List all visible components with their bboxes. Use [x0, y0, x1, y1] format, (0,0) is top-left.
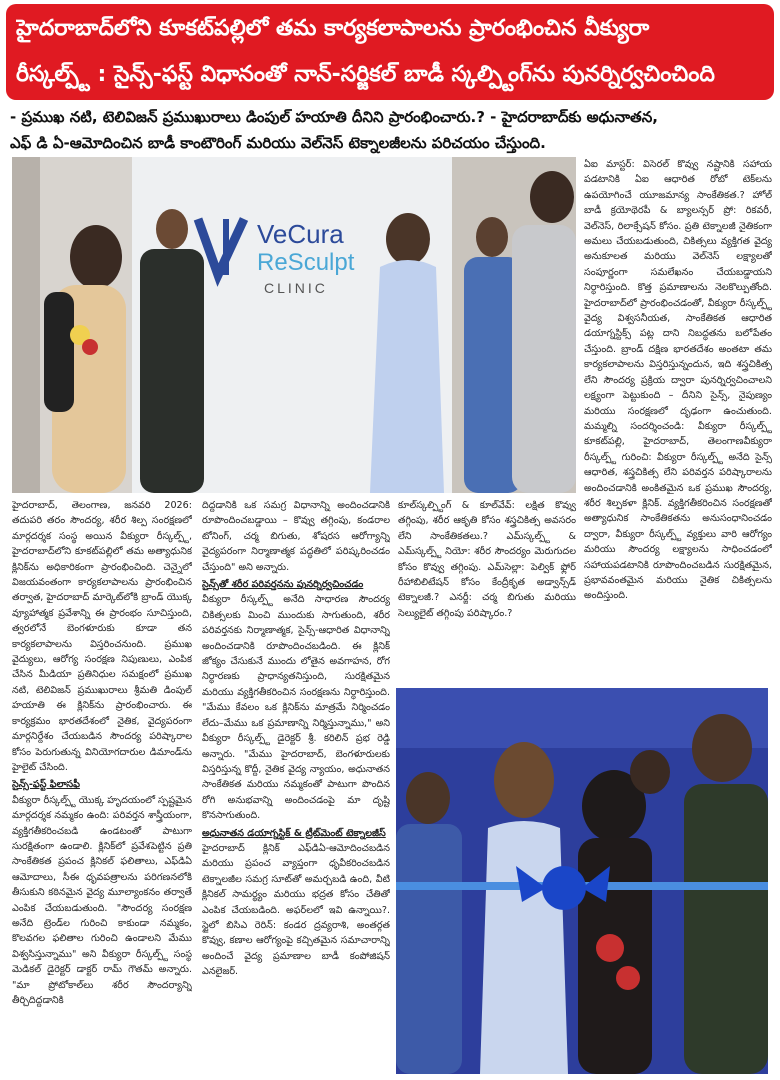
column-1-paragraph-2: వీక్యురా రీస్కల్ప్ట్ యొక్క హృదయంలో స్పష్టమైన మార్గదర్శక నమ్మకం ఉంది: పరివర్తన శాస్త్రీయంగా, వ్యక్తిగతీకరించబడి ఉండటంతో పాటుగా సురక్షితంగా ఉండాలి. క్లినిక్‌లో ప్రవేశపెట్టిన ప్రతి సాంకేతికత ప్రపంచ క్లినికల్ ఫలితాలు, ఎఫ్‌డిఏ ఆమోదాలు, సీఈ ధృవపత్రాలను పరిగణనలోకి తీసుకుని కఠినమైన వైద్య మూల్యాంకనం తర్వాతే ఎంపిక చేయబడుతుంది. "సౌందర్య సంరక్షణ అనేది ట్రెండ్‌ల గురించి కాకుండా నమ్మకం, కొలవగల ఫలితాల గురించి ఉండాలని మేము విశ్వసిస్తున్నాము" అని వీక్యురా రీస్కల్ప్ట్ సంస్థ మెడికల్ డైరెక్టర్ డాక్టర్ రామ్ గౌతమ్ అన్నారు. "మా ప్రోటోకాల్‌లు శరీర సౌందర్యాన్ని తీర్చిదిద్దడానికి: [12, 794, 192, 1006]
column-4-paragraph-1: ఏఐ మాస్టర్: విసెరల్ కొవ్వు నష్టానికి సహాయ పడటానికి ఏఐ ఆధారిత రోబో టెక్‌లను ఉపయోగించే యూజమాన్య సాంకేతికత.? హోల్ బాడీ క్రయోథెరపీ & బ్యాలన్సర్ ప్రో: రికవరీ, వెల్‌నెస్, రిలాక్సేషన్ కోసం. ప్రతి టెక్నాలజీ నైతికంగా అమలు చేయబడుతుంది, చికిత్సలు వ్యక్తిగత వైద్య అనుకూలత మరియు వెల్‌నెస్ లక్ష్యాలతో సంపూర్ణంగా సమలేఖనం చేయబడ్డాయని నిర్ధారిస్తుంది. కొత్త ప్రమాణాలను నెలకొల్పుతోంది. హైదరాబాద్‌లో ప్రారంభించడంతో, వీక్యురా రీస్కల్ప్ట్ వైద్య విశ్వసనీయత, సాంకేతికత ఆధారిత డయాగ్నస్టిక్స్ పట్ల దాని నిబద్ధతను బలోపేతం చేస్తుంది. బ్రాండ్ దక్షిణ భారతదేశం అంతటా తమ కార్యకలాపాలను విస్తరిస్తున్నందున, ఇది శస్త్రచికిత్స లేని సౌందర్య ప్రక్రియ ద్వారా పునర్నిర్వచించాలని లక్ష్యంగా పెట్టుకుంది – దీనిని సైన్స్, నైపుణ్యం మరియు సంరక్షణలో దృఢంగా ఉంచుతుంది. మమ్మల్ని సందర్శించండి: వీక్యురా రీస్కల్ప్ట్ కూకట్‌పల్లి, హైదరాబాద్, తెలంగాణవీక్యురా రీస్కల్ప్ట్ గురించి: వీక్యురా రీస్కల్ప్ట్ అనేది సైన్స్ ఆధారిత, శస్త్రచికిత్స లేని పరివర్తన పరిష్కారాలను అందించడానికి అంకితమైన ఒక ప్రముఖ సౌందర్య, శరీర శిల్పకళా క్లినిక్. వ్యక్తిగతీకరించిన సంరక్షణతో అత్యాధునిక సాంకేతికతను అనుసంధానించడం ద్వారా, వీక్యురా రీస్కల్ప్ట్ వ్యక్తులు వారి ఆరోగ్యం మరియు సౌందర్య లక్ష్యాలను సాధించడంలో సహాయపడటానికి రూపొందించబడిన సురక్షితమైన, ప్రభావవంతమైన మరియు నైతిక చికిత్సలను అందిస్తుంది.: [584, 159, 772, 602]
logo-line-2: ReSculpt: [257, 249, 355, 276]
launch-photo-illustration: [12, 157, 576, 493]
headline-line-2: రీస్కల్ప్ట్ : సైన్స్-ఫస్ట్ విధానంతో నాన్-సర్జికల్ బాడీ స్కల్ప్టింగ్‌ను పునర్నిర్వచించింది: [16, 62, 715, 87]
logo-line-1: VeCura: [257, 219, 344, 249]
column-2-subheading-1: సైన్స్‌తో శరీర పరివర్తనను పునర్నిర్వచించడం: [202, 579, 364, 591]
column-1-paragraph-1: హైదరాబాద్, తెలంగాణ, జనవరి 2026: తదుపరి తరం సౌందర్య, శరీర శిల్ప సంరక్షణలో మార్గదర్శక సంస్థ అయిన వీక్యురా రీస్కల్ప్ట్, హైదరాబాద్‌లోని కూకట్‌పల్లిలో తమ అత్యాధునిక క్లినిక్‌ను అధికారికంగా ప్రారంభించింది. చెన్నైలో విజయవంతంగా కార్యకలాపాలను ప్రారంభించిన తర్వాత, హైదరాబాద్ మార్కెట్‌లోకి బ్రాండ్ యొక్క వ్యూహాత్మక ప్రవేశాన్ని ఈ ప్రారంభం సూచిస్తుంది, త్వరలోనే బెంగళూరుకు కూడా తన కార్యకలాపాలను విస్తరించనుంది. ప్రముఖ వైద్యులు, ఆరోగ్య సంరక్షణ నిపుణులు, ఎంపిక చేసిన మీడియా ప్రతినిధుల సమక్షంలో ప్రముఖ నటి, టెలివిజన్ ప్రముఖురాలు శ్రీమతి డింపుల్ హయాతి ఈ క్లినిక్‌ను ప్రారంభించారు. ఈ కార్యక్రమం భారతదేశంలో నైతిక, వైద్యపరంగా మార్గనిర్దేశం చేయబడిన సౌందర్య పరిష్కారాల కోసం పెరుగుతున్న వినియోగదారుల డిమాండ్‌ను హైలైట్ చేసింది.: [12, 500, 192, 773]
column-3-paragraph-1: కూల్‌స్కల్ప్టింగ్ & కూల్‌వేవ్: లక్షిత కొవ్వు తగ్గింపు, శరీర ఆకృతి కోసం శస్త్రచికిత్స అవసరం లేని సాంకేతికతలు.? ఎమ్‌స్కల్ప్ట్ & ఎమ్‌స్కల్ప్ట్ నియో: శరీర సౌందర్యం మెరుగుదల కోసం కొవ్వు తగ్గింపు. ఎమ్‌సెల్లా: పెల్విక్ ఫ్లోర్ రీహాబిలిటేషన్ కోసం కేంద్రీకృత అడ్వాన్స్‌డ్ టెక్నాలజీ.? ఎనర్జీ: చర్మ బిగుతు మరియు సెల్యులైట్ తగ్గింపు పరిష్కారం.?: [398, 500, 576, 619]
subheadline-line-2: ఎఫ్ డి ఏ-ఆమోదించిన బాడీ కాంటౌరింగ్ మరియు వెల్‌నెస్ టెక్నాలజీలను పరిచయం చేస్తుంది.: [10, 134, 546, 152]
article-column-4: [584, 157, 772, 682]
column-2-paragraph-1: దిద్దడానికి ఒక సమగ్ర విధానాన్ని అందించడానికి రూపొందించబడ్డాయి – కొవ్వు తగ్గింపు, కండరాల టోనింగ్, చర్మ బిగుతు, శోషరస ఆరోగ్యాన్ని వైద్యపరంగా నిర్మాణాత్మక పద్ధతిలో పరిష్కరించడం చేస్తుంది" అని అన్నారు.: [202, 500, 390, 573]
launch-photo: [12, 157, 576, 493]
ribbon-cutting-illustration: [396, 688, 768, 1074]
column-2-subheading-2: అధునాతన డయాగ్నస్టిక్ & ట్రీట్‌మెంట్ టెక్నాలజీస్: [202, 827, 386, 839]
subheadline: [10, 104, 772, 156]
column-2-paragraph-3: హైదరాబాద్ క్లినిక్ ఎఫ్‌డిఏ-ఆమోదించబడిన మరియు ప్రపంచ వ్యాప్తంగా ధృవీకరించబడిన టెక్నాలజీల సమగ్ర సూట్‌తో అమర్చబడి ఉంది, వీటి క్లినికల్ సామర్థ్యం మరియు భద్రత కోసం చేతితో ఎంపిక చేయబడింది. అఫర్‌లలో ఇవి ఉన్నాయి?. స్టైలో బిసిఎ రెరిన్: కండర ద్రవ్యరాశి, అంతర్గత కొవ్వు, కణాల ఆరోగ్యంపై కచ్చితమైన సమాచారాన్ని అందించే వైద్య ప్రమాణాల బాడీ కంపోజిషన్ ఎనలైజర్.: [202, 842, 390, 978]
ribbon-cutting-photo: [396, 688, 768, 1074]
headline-line-1: హైదరాబాద్‌లోని కూకట్‌పల్లిలో తమ కార్యకలాపాలను ప్రారంభించిన వీక్యురా: [16, 16, 650, 41]
column-1-subheading: సైన్స్-ఫస్ట్ ఫిలాసఫీ: [12, 779, 80, 791]
logo-line-3: CLINIC: [264, 280, 328, 296]
headline-banner: [6, 4, 774, 100]
column-2-paragraph-2: వీక్యురా రీస్కల్ప్ట్ అనేది సాధారణ సౌందర్య చికిత్సలకు మించి ముందుకు సాగుతుంది, శరీర పరివర్తనకు నిర్మాణాత్మక, సైన్స్-ఆధారిత విధానాన్ని అందించడానికి రూపొందించబడింది. ఈ క్లినిక్ జోక్యం చేసుకునే ముందు లోతైన అవగాహన, రోగ నిర్ధారణకు ప్రాధాన్యతనిస్తుంది, సురక్షితమైన మరియు వ్యక్తిగతీకరించిన సంరక్షణను నిర్ధారిస్తుంది. "మేము కేవలం ఒక క్లినిక్‌ను మాత్రమే నిర్మించడం లేదు–మేము ఒక ప్రమాణాన్ని నిర్మిస్తున్నాము," అని వీక్యురా రీస్కల్ప్ట్ డైరెక్టర్ శ్రీ. కరిలిన్ ప్రభ రెడ్డి అన్నారు. "మేము హైదరాబాద్, బెంగళూరులకు విస్తరిస్తున్న కొద్దీ, నైతిక వైద్య న్యాయం, అధునాతన సాంకేతికత మరియు నమ్మకంతో పాటుగా పొందిన రోగి అనుభవాన్ని అందించడంపై మా దృష్టి కొనసాగుతుంది.: [202, 594, 390, 822]
article-column-1: [12, 498, 192, 1076]
article-column-2: [202, 498, 390, 1076]
article-column-3: [398, 498, 576, 678]
subheadline-line-1: - ప్రముఖ నటి, టెలివిజన్ ప్రముఖురాలు డింపుల్ హయాతి దీనిని ప్రారంభించారు.? - హైదరాబాద్‌కు అధునాతన,: [10, 108, 658, 126]
